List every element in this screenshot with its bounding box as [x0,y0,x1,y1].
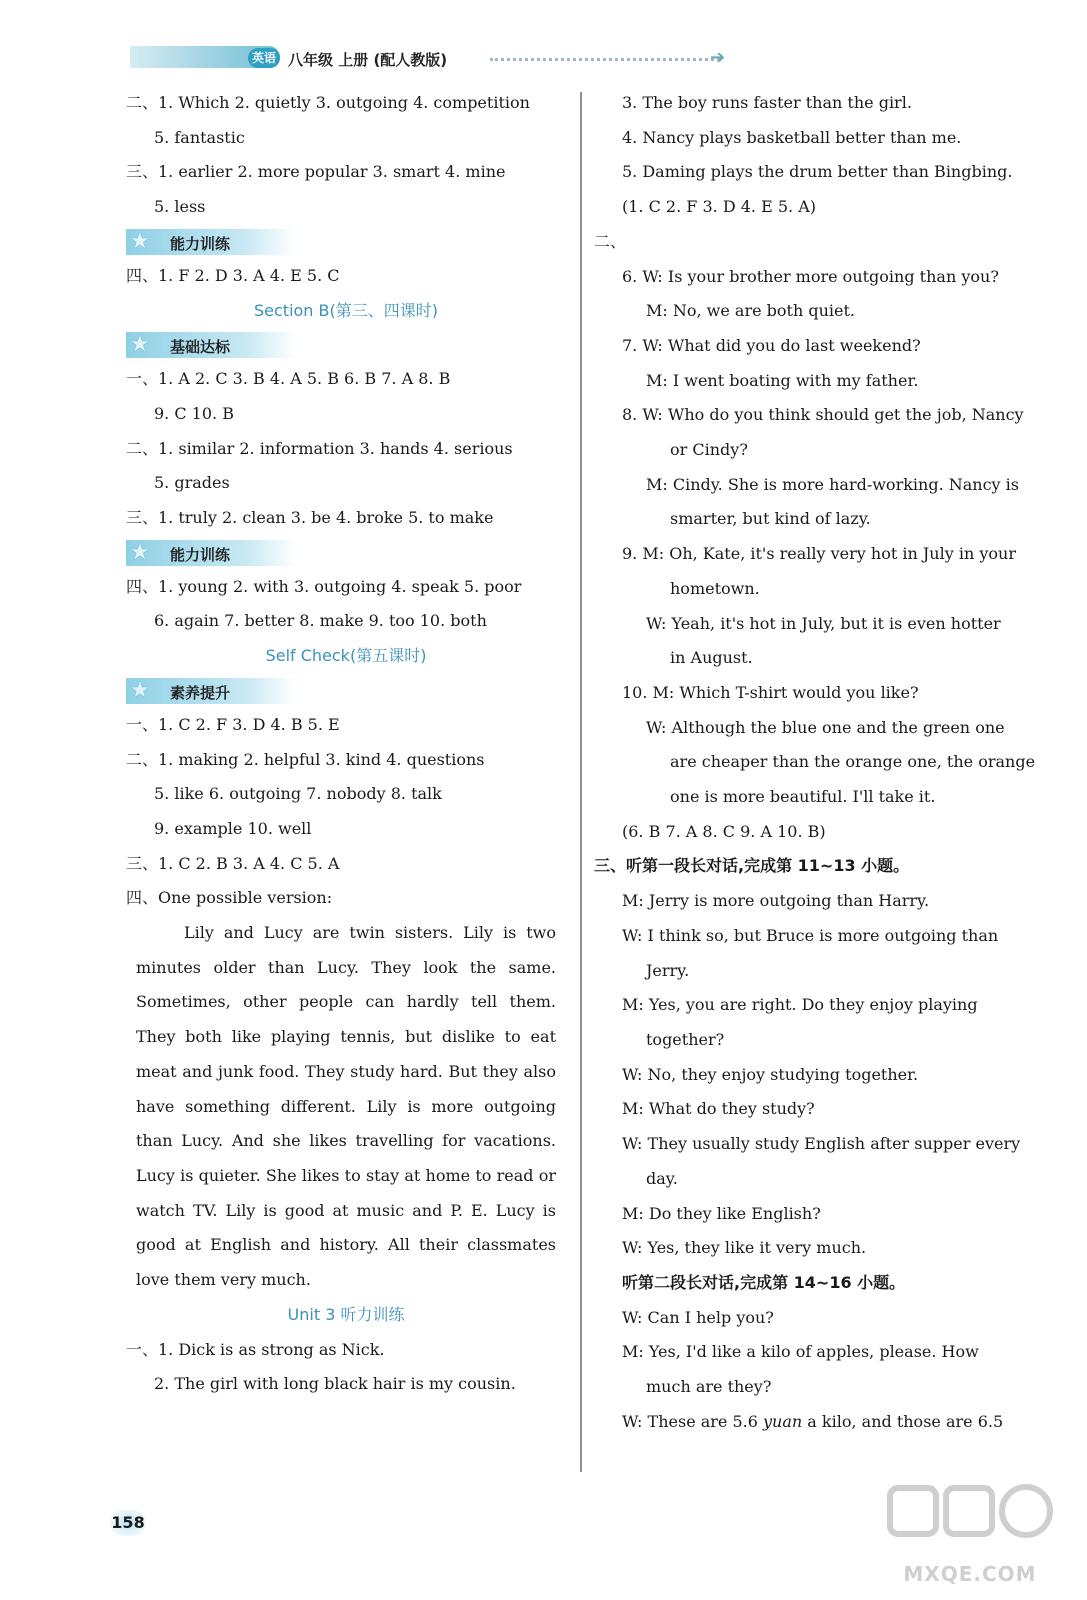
transcript-line: M: Jerry is more outgoing than Harry. [622,891,930,911]
transcript-line: or Cindy? [670,440,748,460]
left-column [126,86,566,1402]
answer-line: 5. like 6. outgoing 7. nobody 8. talk [154,784,442,804]
star-icon: ★ [130,228,150,254]
arrow-right-icon: ➔ [710,47,726,68]
transcript-line: M: No, we are both quiet. [646,301,855,321]
page-number: 158 [110,1510,146,1536]
transcript-line: 5. Daming plays the drum better than Bingbing. [622,162,1013,182]
book-title: 八年级 上册 (配人教版) [288,51,448,69]
transcript-line: W: These are 5.6 yuan a kilo, and those are 6.5 [622,1411,1004,1431]
answer-line: 三、1. earlier 2. more popular 3. smart 4. mine [126,162,506,182]
transcript-line: M: Cindy. She is more hard-working. Nancy is [646,474,1019,494]
transcript-line: day. [646,1168,678,1188]
star-icon: ★ [130,332,150,358]
transcript-line: 3. The boy runs faster than the girl. [622,93,912,112]
answer-line: 四、1. F 2. D 3. A 4. E 5. C [126,265,340,285]
answer-line: 二、1. similar 2. information 3. hands 4. serious [126,438,513,458]
section-title: Section B(第三、四课时) [254,300,438,320]
section-instruction: 听第二段长对话,完成第 14~16 小题。 [622,1272,906,1292]
transcript-line: smarter, but kind of lazy. [670,509,871,529]
transcript-line: W: No, they enjoy studying together. [622,1064,919,1084]
star-icon: ★ [130,539,150,565]
transcript-line: W: They usually study English after supper every [622,1134,1021,1154]
transcript-line: W: Can I help you? [622,1307,774,1327]
answer-line: 9. example 10. well [154,818,312,838]
section-title: Self Check(第五课时) [265,646,427,666]
star-icon: ★ [130,677,150,703]
transcript-line: are cheaper than the orange one, the orange [670,752,1036,772]
transcript-line: W: Yes, they like it very much. [622,1238,867,1258]
answer-line: 5. less [154,197,206,217]
section-tag: ★ 素养提升 [126,678,296,704]
answer-line: 6. again 7. better 8. make 9. too 10. both [154,611,487,631]
transcript-line: W: I think so, but Bruce is more outgoing than [622,925,999,945]
section-number: 二、 [594,231,627,251]
answer-line: 二、1. making 2. helpful 3. kind 4. questions [126,749,485,769]
transcript-line: together? [646,1029,725,1049]
watermark: MXQE.COM [880,1478,1060,1588]
column-divider [580,92,582,1472]
answer-line: 三、1. truly 2. clean 3. be 4. broke 5. to make [126,508,494,528]
transcript-line: hometown. [670,578,760,598]
subject-badge: 英语 [248,48,280,68]
transcript-line: in August. [670,648,753,668]
answer-line: 一、1. C 2. F 3. D 4. B 5. E [126,714,340,734]
transcript-line: M: What do they study? [622,1099,815,1119]
transcript-line: 4. Nancy plays basketball better than me. [622,127,962,147]
transcript-line: 6. W: Is your brother more outgoing than you? [622,266,999,286]
answer-line: 三、1. C 2. B 3. A 4. C 5. A [126,853,340,873]
transcript-line: 9. M: Oh, Kate, it's really very hot in July in your [622,544,1016,564]
transcript-line: M: I went boating with my father. [646,370,919,390]
answer-line: 5. grades [154,473,230,493]
answer-line: 9. C 10. B [154,403,234,423]
page-header [130,40,730,76]
answer-line: (6. B 7. A 8. C 9. A 10. B) [622,821,826,841]
answer-line: (1. C 2. F 3. D 4. E 5. A) [622,197,816,217]
section-tag: ★ 能力训练 [126,540,296,566]
answer-line: 一、1. A 2. C 3. B 4. A 5. B 6. B 7. A 8. B [126,369,451,389]
section-title: Unit 3 听力训练 [287,1304,405,1324]
transcript-line: M: Do they like English? [622,1203,821,1223]
answer-line: 一、1. Dick is as strong as Nick. [126,1339,385,1359]
answer-line: 四、1. young 2. with 3. outgoing 4. speak 5. poor [126,576,522,596]
transcript-line: 8. W: Who do you think should get the job, Nancy [622,405,1024,425]
answer-line: 二、1. Which 2. quietly 3. outgoing 4. competition [126,93,530,112]
transcript-line: W: Yeah, it's hot in July, but it is even hotter [646,613,1001,633]
transcript-line: M: Yes, you are right. Do they enjoy playing [622,995,978,1015]
transcript-line: 10. M: Which T-shirt would you like? [622,682,919,702]
section-tag: ★ 能力训练 [126,229,296,255]
watermark-logo-icon [880,1478,1060,1562]
transcript-line: Jerry. [646,960,690,980]
transcript-line: M: Yes, I'd like a kilo of apples, please. How [622,1342,979,1362]
transcript-line: much are they? [646,1377,772,1397]
model-essay: Lily and Lucy are twin sisters. Lily is two minutes older than Lucy. They look the same. Sometimes, other people can hardly tell them. They both like playing tennis, but dislike to eat meat and junk food. They study hard. But they also have something different. Lily is more outgoing than Lucy. And she likes travelling for vacations. Lucy is quieter. She likes to stay at home to read or watch TV. Lily is good at music and P. E. Lucy is good at English and history. All their classmates love them very much. [136,923,556,1290]
section-tag: ★ 基础达标 [126,332,296,358]
answer-line: 四、One possible version: [126,888,333,908]
transcript-line: one is more beautiful. I'll take it. [670,787,936,807]
answer-line: 2. The girl with long black hair is my cousin. [154,1374,516,1394]
answer-line: 5. fantastic [154,127,245,147]
header-dotted-line [490,58,720,61]
transcript-line: 7. W: What did you do last weekend? [622,335,921,355]
section-instruction: 三、听第一段长对话,完成第 11~13 小题。 [594,856,910,876]
right-column [594,86,1034,1439]
transcript-line: W: Although the blue one and the green one [646,717,1005,737]
